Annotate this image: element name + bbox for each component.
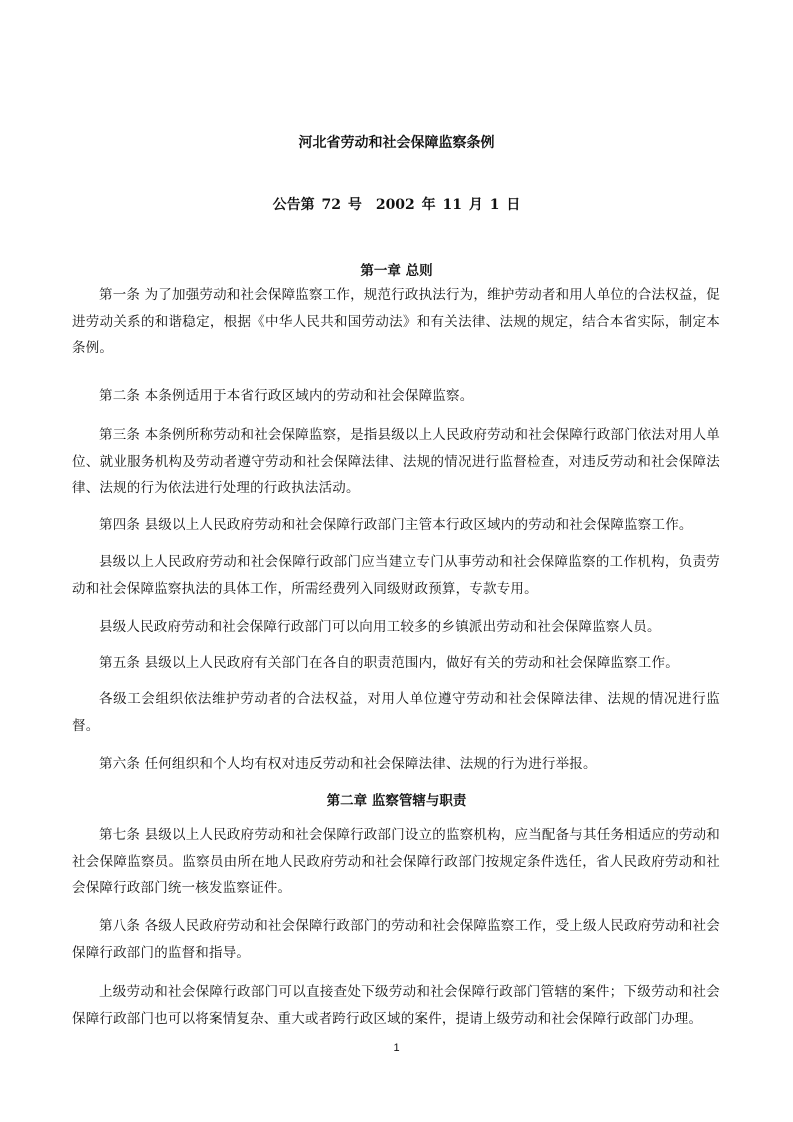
paragraph-article-3: 第三条 本条例所称劳动和社会保障监察，是指县级以上人民政府劳动和社会保障行政部门依法对用人单位、就业服务机构及劳动者遵守劳动和社会保障法律、法规的情况进行监督检查，对违反劳动和社会保障法律、法规的行为依法进行处理的行政执法活动。: [72, 427, 720, 496]
paragraph-article-2: 第二条 本条例适用于本省行政区域内的劳动和社会保障监察。: [99, 388, 474, 404]
paragraph-article-4-clause-3: 县级人民政府劳动和社会保障行政部门可以向用工较多的乡镇派出劳动和社会保障监察人员。: [99, 619, 661, 635]
paragraph-article-4-clause-2: 县级以上人民政府劳动和社会保障行政部门应当建立专门从事劳动和社会保障监察的工作机构，负责劳动和社会保障监察执法的具体工作，所需经费列入同级财政预算，专款专用。: [72, 554, 720, 597]
document-title: 河北省劳动和社会保障监察条例: [298, 135, 495, 151]
chapter-heading-1: 第一章 总则: [360, 263, 433, 279]
notice-line: 公告第 72 号 2002 年 11 月 1 日: [272, 197, 521, 213]
paragraph-article-6: 第六条 任何组织和个人均有权对违反劳动和社会保障法律、法规的行为进行举报。: [99, 756, 597, 772]
paragraph-article-5: 第五条 县级以上人民政府有关部门在各自的职责范围内，做好有关的劳动和社会保障监察工作。: [99, 655, 679, 671]
paragraph-article-8-clause-2: 上级劳动和社会保障行政部门可以直接查处下级劳动和社会保障行政部门管辖的案件；下级劳动和社会保障行政部门也可以将案情复杂、重大或者跨行政区域的案件，提请上级劳动和社会保障行政部门办理。: [72, 984, 720, 1027]
page-number: 1: [393, 1042, 400, 1054]
paragraph-article-5-clause-2: 各级工会组织依法维护劳动者的合法权益，对用人单位遵守劳动和社会保障法律、法规的情况进行监督。: [72, 691, 720, 734]
chapter-heading-2: 第二章 监察管辖与职责: [326, 793, 467, 809]
paragraph-article-8: 第八条 各级人民政府劳动和社会保障行政部门的劳动和社会保障监察工作，受上级人民政府劳动和社会保障行政部门的监督和指导。: [72, 918, 720, 961]
paragraph-article-7: 第七条 县级以上人民政府劳动和社会保障行政部门设立的监察机构，应当配备与其任务相适应的劳动和社会保障监察员。监察员由所在地人民政府劳动和社会保障行政部门按规定条件选任，省人民政府劳动和社会保障行政部门统一核发监察证件。: [72, 827, 720, 896]
paragraph-article-1: 第一条 为了加强劳动和社会保障监察工作，规范行政执法行为，维护劳动者和用人单位的合法权益，促进劳动关系的和谐稳定，根据《中华人民共和国劳动法》和有关法律、法规的规定，结合本省实际，制定本条例。: [72, 287, 720, 356]
paragraph-article-4: 第四条 县级以上人民政府劳动和社会保障行政部门主管本行政区域内的劳动和社会保障监察工作。: [99, 517, 693, 533]
